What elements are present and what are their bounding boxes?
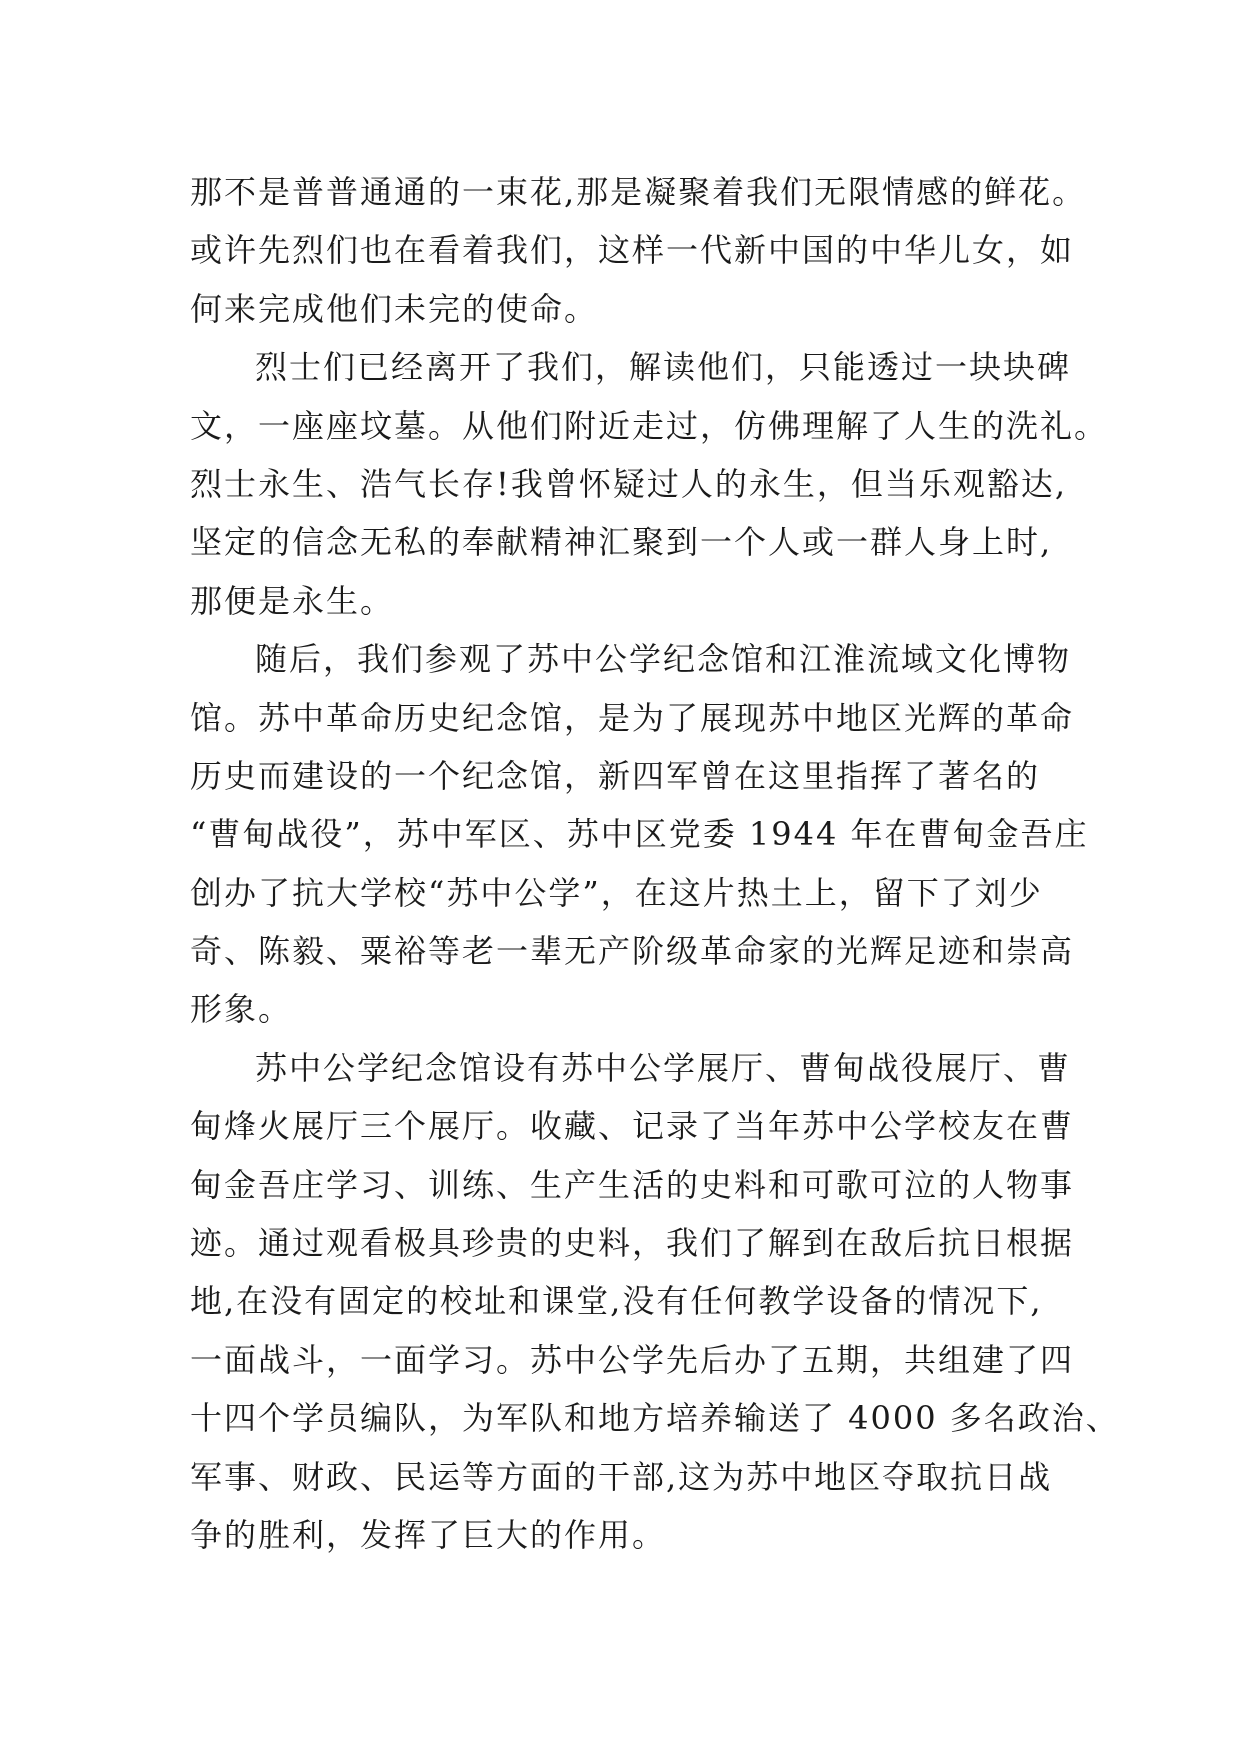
text-line: 那不是普普通通的一束花,那是凝聚着我们无限情感的鲜花。	[190, 173, 1087, 211]
text-line: 争的胜利，发挥了巨大的作用。	[190, 1515, 667, 1554]
text-line: 一面战斗，一面学习。苏中公学先后办了五期，共组建了四	[190, 1340, 1075, 1379]
text-line: 历史而建设的一个纪念馆，新四军曾在这里指挥了著名的	[190, 756, 1041, 795]
text-line: 烈士们已经离开了我们，解读他们，只能透过一块块碑	[255, 348, 1072, 387]
text-line: 苏中公学纪念馆设有苏中公学展厅、曹甸战役展厅、曹	[255, 1048, 1072, 1087]
body-text	[190, 163, 1120, 1564]
text-line: 烈士永生、浩气长存!我曾怀疑过人的永生，但当乐观豁达,	[190, 464, 1068, 503]
text-line: 坚定的信念无私的奉献精神汇聚到一个人或一群人身上时,	[190, 523, 1053, 562]
text-line: 创办了抗大学校“苏中公学”，在这片热土上，留下了刘少	[190, 873, 1043, 912]
text-line: 随后，我们参观了苏中公学纪念馆和江淮流域文化博物	[255, 640, 1072, 679]
text-line: 地,在没有固定的校址和课堂,没有任何教学设备的情况下,	[190, 1282, 1043, 1321]
text-line: 形象。	[190, 990, 293, 1029]
text-line: 迹。通过观看极具珍贵的史料，我们了解到在敌后抗日根据	[190, 1224, 1075, 1263]
text-line: 或许先烈们也在看着我们，这样一代新中国的中华儿女，如	[190, 231, 1075, 270]
text-line: 十四个学员编队，为军队和地方培养输送了 4000 多名政治、	[190, 1399, 1120, 1438]
text-line: 那便是永生。	[190, 581, 395, 620]
text-line: 军事、财政、民运等方面的干部,这为苏中地区夺取抗日战	[190, 1457, 1053, 1496]
text-line: 奇、陈毅、粟裕等老一辈无产阶级革命家的光辉足迹和崇高	[190, 932, 1075, 971]
text-line: 甸烽火展厅三个展厅。收藏、记录了当年苏中公学校友在曹	[190, 1107, 1075, 1146]
text-line: 文，一座座坟墓。从他们附近走过，仿佛理解了人生的洗礼。	[190, 406, 1109, 445]
text-line: “曹甸战役”，苏中军区、苏中区党委 1944 年在曹甸金吾庄	[190, 815, 1089, 854]
text-line: 甸金吾庄学习、训练、生产生活的史料和可歌可泣的人物事	[190, 1165, 1075, 1204]
text-line: 何来完成他们未完的使命。	[190, 289, 599, 328]
text-line: 馆。苏中革命历史纪念馆，是为了展现苏中地区光辉的革命	[190, 698, 1075, 737]
